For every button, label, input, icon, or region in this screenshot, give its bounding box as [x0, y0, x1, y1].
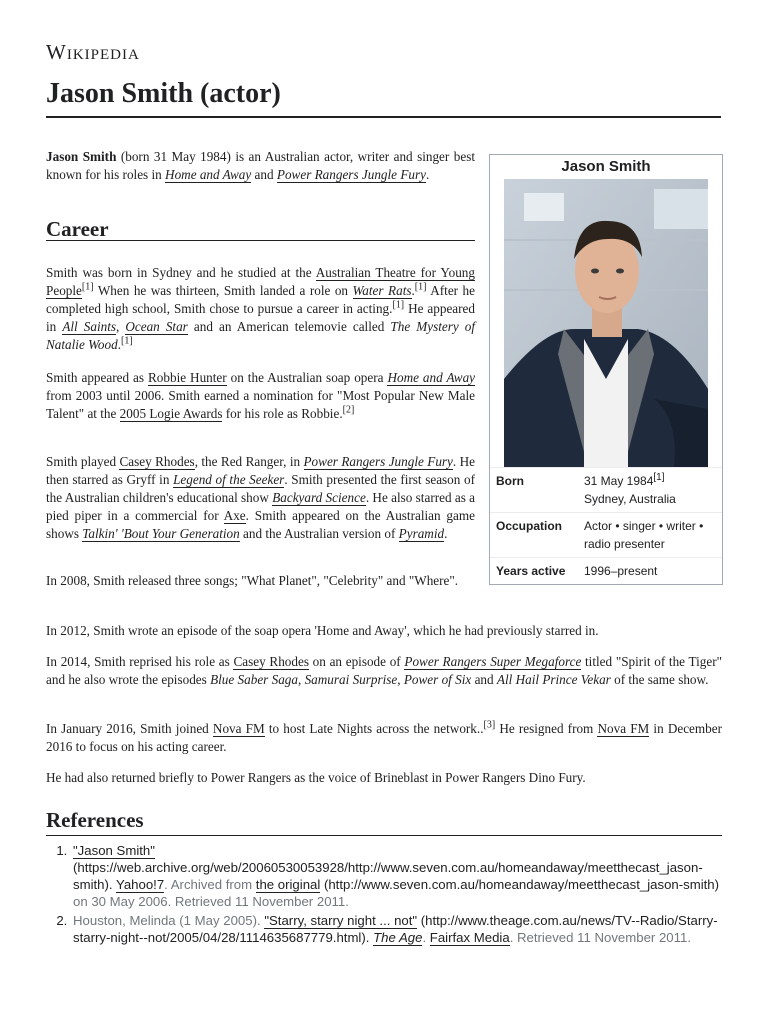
ref-author: Houston, Melinda (1 May 2005).: [73, 913, 265, 928]
text: Smith played: [46, 454, 120, 469]
text: in December 2016 to focus on his acting career.: [46, 721, 723, 754]
text: on an episode of: [308, 654, 405, 669]
link-home-and-away[interactable]: Home and Away: [165, 167, 252, 182]
text: He resigned from: [495, 721, 598, 736]
ref-publisher-link[interactable]: Fairfax Media: [429, 930, 510, 945]
songs-text: In 2008, Smith released three songs; "What Planet", "Celebrity" and "Where".: [46, 573, 459, 588]
episode-title: Power of Six: [403, 672, 472, 687]
intro-text: (born 31 May 1984) is an Australian actor, writer and singer best known for his roles in: [46, 149, 475, 182]
career-paragraph-5: [46, 622, 722, 640]
references-section: [46, 808, 722, 948]
ref-archive-text: on 30 May 2006. Retrieved 11 November 2011.: [73, 894, 349, 909]
text: , the Red Ranger, in: [194, 454, 304, 469]
ref-link[interactable]: [2]: [342, 404, 355, 416]
episode-title: Blue Saber Saga: [210, 672, 298, 687]
career-heading: Career: [46, 220, 475, 241]
link-casey-rhodes[interactable]: Casey Rhodes: [119, 454, 195, 469]
ref-link[interactable]: [1]: [414, 281, 427, 293]
ref-separator: .: [422, 930, 430, 945]
occupation-label: Occupation: [496, 519, 563, 533]
text: ,: [116, 319, 126, 334]
link-pyramid[interactable]: Pyramid: [398, 526, 445, 541]
text: from 2003 until 2006. Smith earned a nomination for "Most Popular New Male Talent" at the: [46, 388, 475, 421]
reference-item: [71, 842, 722, 910]
link-power-rangers-super-megaforce[interactable]: Power Rangers Super Megaforce: [404, 654, 582, 669]
text: ,: [397, 672, 404, 687]
link-backyard-science[interactable]: Backyard Science: [272, 490, 366, 505]
references-heading: References: [46, 808, 722, 836]
ref-link[interactable]: [1]: [653, 472, 665, 483]
text: of the same show.: [610, 672, 709, 687]
episode-title: All Hail Prince Vekar: [496, 672, 611, 687]
text: to host Late Nights across the network..: [264, 721, 484, 736]
intro-paragraph: [46, 148, 475, 184]
ref-link[interactable]: [1]: [120, 335, 133, 347]
link-legend-of-the-seeker[interactable]: Legend of the Seeker: [173, 472, 285, 487]
text: In January 2016, Smith joined: [46, 721, 213, 736]
infobox-row-born: [490, 467, 722, 512]
career-paragraph-4: [46, 572, 475, 590]
dino-fury-text: He had also returned briefly to Power Rangers as the voice of Brineblast in Power Rangers Dino Fury.: [46, 770, 586, 785]
born-value: [584, 472, 716, 508]
link-home-and-away[interactable]: Home and Away: [387, 370, 476, 385]
text: Smith was born in Sydney and he studied at the: [46, 265, 316, 280]
ref-url: (https://web.archive.org/web/20060530053928/http://www.seven.com.au/homeandaway/meetthecast_jason-smith).: [73, 860, 703, 892]
ref-archive-text: . Archived from: [164, 877, 256, 892]
text: After he completed high school, Smith chose to pursue a career in acting.: [46, 283, 476, 316]
ref-original-link[interactable]: the original: [255, 877, 321, 892]
career-section-heading-wrap: [46, 217, 475, 241]
text: . Smith presented the first season of the Australian children's educational show: [46, 472, 475, 505]
ref-retrieved: . Retrieved 11 November 2011.: [509, 930, 691, 945]
ref-url: (http://www.theage.com.au/news/TV--Radio/Starry-starry-night--not/2005/04/28/1114635687779.html).: [73, 913, 718, 945]
intro-text: and: [251, 167, 277, 182]
text: . Smith appeared on the Australian game shows: [46, 508, 475, 541]
natalie-wood-title: The Mystery of Natalie Wood: [46, 319, 476, 352]
wikipedia-wordmark[interactable]: Wikipedia: [46, 40, 140, 64]
ref-link[interactable]: [3]: [483, 719, 496, 731]
reference-item: [71, 912, 722, 946]
ref-title-link[interactable]: "Starry, starry night ... not": [264, 913, 418, 928]
link-nova-fm[interactable]: Nova FM: [597, 721, 650, 736]
infobox: [489, 154, 723, 585]
career-paragraph-6: [46, 653, 722, 689]
link-casey-rhodes[interactable]: Casey Rhodes: [233, 654, 309, 669]
ref-link[interactable]: [1]: [81, 281, 94, 293]
ref-link[interactable]: [1]: [392, 299, 405, 311]
career-paragraph-7: [46, 720, 722, 756]
intro-text: .: [425, 167, 430, 182]
link-power-rangers-jungle-fury[interactable]: Power Rangers Jungle Fury: [276, 167, 426, 182]
text: When he was thirteen, Smith landed a role on: [93, 283, 353, 298]
episode-title: Samurai Surprise: [304, 672, 398, 687]
infobox-row-occupation: [490, 512, 722, 557]
text: . He then starred as Gryff in: [46, 454, 475, 487]
page-title: Jason Smith (actor): [46, 78, 721, 118]
text: ,: [297, 672, 305, 687]
infobox-row-years-active: [490, 557, 722, 584]
text: on the Australian soap opera: [226, 370, 388, 385]
text: In 2014, Smith reprised his role as: [46, 654, 234, 669]
infobox-title: Jason Smith: [561, 158, 651, 175]
link-ocean-star[interactable]: Ocean Star: [125, 319, 188, 334]
text: and an American telemovie called: [187, 319, 391, 334]
link-sydney-australia[interactable]: Sydney, Australia: [584, 492, 676, 506]
career-paragraph-8: [46, 769, 722, 787]
text: and the Australian version of: [239, 526, 399, 541]
ref-publisher-link[interactable]: Yahoo!7: [116, 877, 165, 892]
link-australian-theatre[interactable]: Australian Theatre for Young People: [46, 265, 475, 298]
subject-name: Jason Smith: [46, 149, 117, 164]
ref-title-link[interactable]: "Jason Smith": [73, 843, 155, 858]
references-list: [46, 842, 722, 946]
occupation-value: Actor • singer • writer • radio presenter: [584, 519, 704, 551]
ref-work-link[interactable]: The Age: [373, 930, 423, 945]
career-paragraph-2: [46, 369, 475, 423]
link-2005-logie-awards[interactable]: 2005 Logie Awards: [119, 406, 223, 421]
text: and: [471, 672, 497, 687]
born-date: 31 May 1984: [584, 474, 654, 488]
link-nova-fm[interactable]: Nova FM: [212, 721, 265, 736]
link-axe[interactable]: Axe: [223, 508, 246, 523]
years-active-label: Years active: [496, 564, 566, 578]
born-label: Born: [496, 474, 524, 488]
text: .: [444, 526, 448, 541]
text: Smith appeared as: [46, 370, 148, 385]
episode-2012-text: In 2012, Smith wrote an episode of the soap opera 'Home and Away', which he had previously starred in.: [46, 623, 599, 638]
text: for his role as Robbie.: [222, 406, 343, 421]
link-talkin-bout-your-generation[interactable]: Talkin' 'Bout Your Generation: [82, 526, 240, 541]
career-paragraph-1: Smith was born in Sydney and he studied at the Australian Theatre for Young People[1] When he was thirteen, Smith landed a role on Water Rats.[1] After he completed high school, Smith chose to pursue a career in acting.[1] He appeared in All Saints, Ocean Star and an American telemovie called The Mystery of Natalie Wood.[1]: [46, 265, 476, 352]
text: . He also starred as a pied piper in a commercial for: [46, 490, 476, 523]
text: titled "Spirit of the Tiger" and he also wrote the episodes: [46, 654, 722, 687]
link-power-rangers-jungle-fury[interactable]: Power Rangers Jungle Fury: [303, 454, 453, 469]
link-robbie-hunter[interactable]: Robbie Hunter: [148, 370, 227, 385]
portrait-photo[interactable]: [504, 179, 708, 467]
ref-url: (http://www.seven.com.au/homeandaway/meetthecast_jason-smith): [320, 877, 720, 892]
link-all-saints[interactable]: All Saints: [62, 319, 116, 334]
years-active-value: 1996–present: [584, 564, 658, 578]
career-paragraph-3: [46, 453, 475, 543]
link-water-rats[interactable]: Water Rats: [352, 283, 412, 298]
text: He appeared in: [46, 301, 475, 334]
